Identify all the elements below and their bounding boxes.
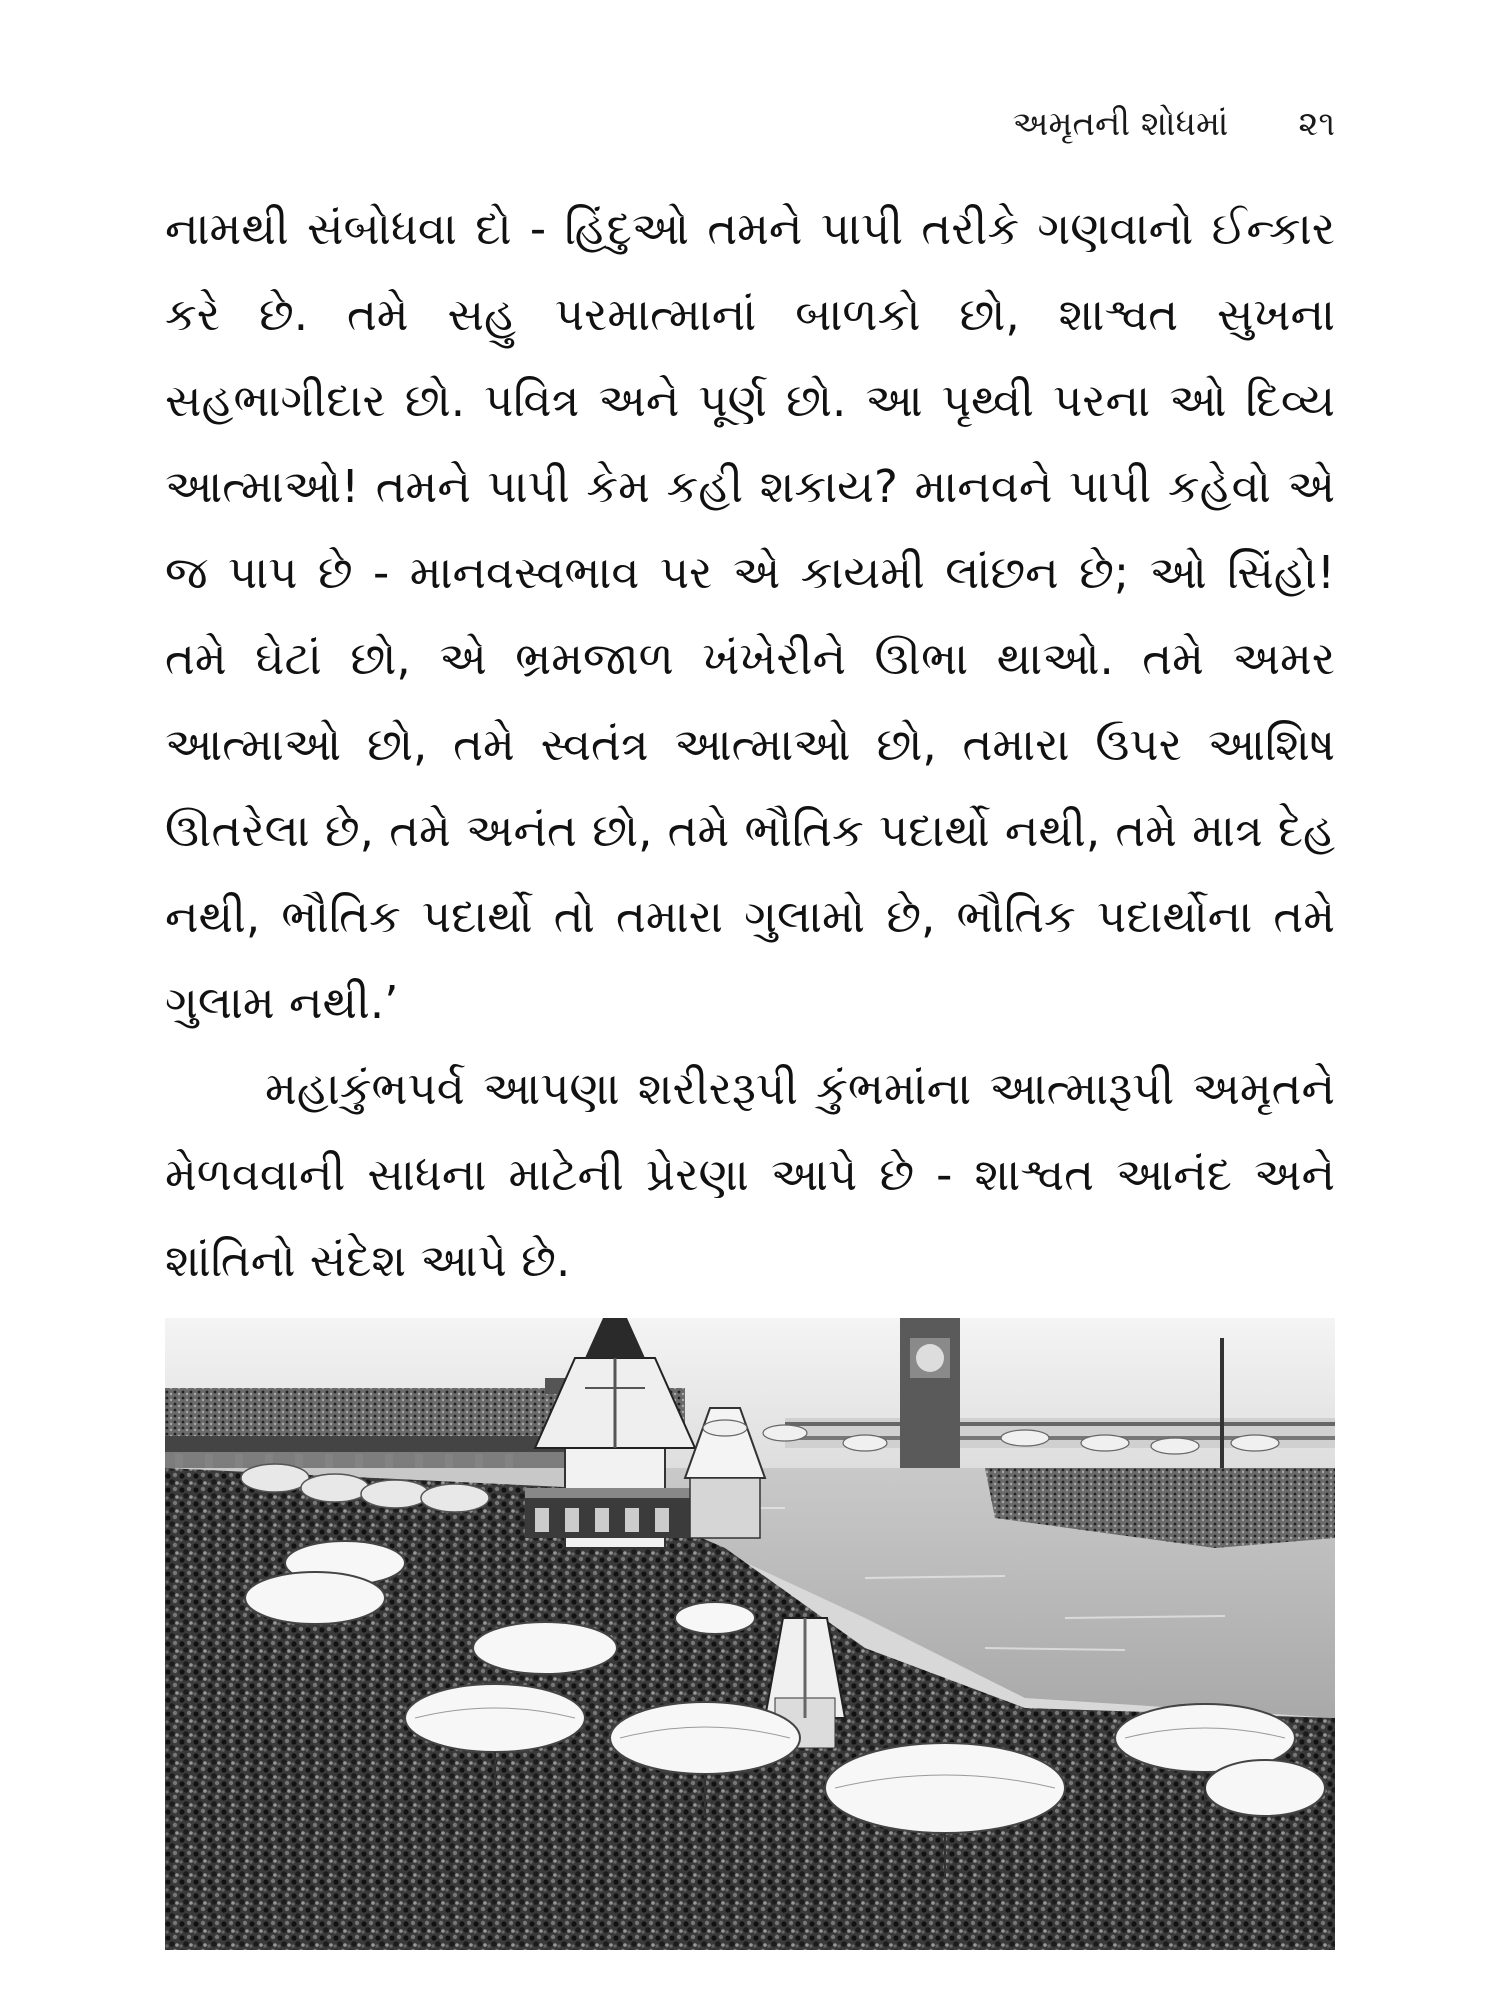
paragraph-2: મહાકુંભપર્વ આપણા શરીરરૂપી કુંભમાંના આત્મારૂપી અમૃતને મેળવવાની સાધના માટેની પ્રેરણા આપે છે - શાશ્વત આનંદ અને શાંતિનો સંદેશ આપે છે.	[165, 1062, 1335, 1287]
paragraph-1: નામથી સંબોધવા દો - હિંદુઓ તમને પાપી તરીકે ગણવાનો ઈન્કાર કરે છે. તમે સહુ પરમાત્માનાં બાળકો છો, શાશ્વત સુખના સહભાગીદાર છો. પવિત્ર અને પૂર્ણ છો. આ પૃથ્વી પરના ઓ દિવ્ય આત્માઓ! તમને પાપી કેમ કહી શકાય? માનવને પાપી કહેવો એ જ પાપ છે - માનવસ્વભાવ પર એ કાયમી લાંછન છે; ઓ સિંહો! તમે ઘેટાં છો, એ ભ્રમજાળ ખંખેરીને ઊભા થાઓ. તમે અમર આત્માઓ છો, તમે સ્વતંત્ર આત્માઓ છો, તમારા ઉપર આશિષ ઊતરેલા છે, તમે અનંત છો, તમે ભૌતિક પદાર્થો નથી, તમે માત્ર દેહ નથી, ભૌતિક પદાર્થો તો તમારા ગુલામો છે, ભૌતિક પદાર્થોના તમે ગુલામ નથી.’	[165, 202, 1335, 1029]
photo-illustration	[165, 1318, 1335, 1950]
body-text	[165, 186, 1335, 1304]
kumbh-mela-photo	[165, 1318, 1335, 1950]
running-header	[1013, 104, 1335, 144]
running-title: અમૃતની શોધમાં	[1012, 104, 1229, 144]
page-number: ૨૧	[1298, 104, 1335, 144]
